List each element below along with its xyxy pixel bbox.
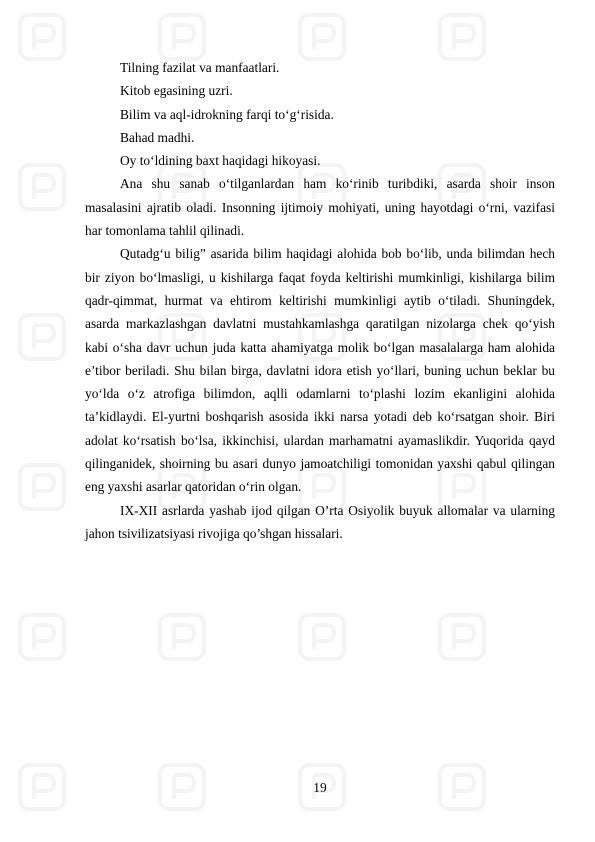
body-paragraph: Qutadg‘u bilig” asarida bilim haqidagi alohida bob bo‘lib, unda bilimdan hech bir ziyon bo‘lmasligi, u kishilarga faqat foyda keltirishi mumkinligi, kishilarga bilim qadr-qimmat, hurmat va ehtirom keltirishi mumkinligi aytib o‘tiladi. Shuningdek, asarda markazlashgan davlatni mustahkamlashga qaratilgan nizolarga chek qo‘yish kabi o‘sha davr uchun juda katta ahamiyatga molik bo‘lgan masalalarga ham alohida e’tibor beriladi. Shu bilan birga, davlatni idora etish yo‘llari, buning uchun beklar bu yo‘lda o‘z atrofiga bilimdon, aqlli odamlarni to‘plashi lozim ekanligini alohida ta’kidlaydi. El-yurtni boshqarish asosida ikki narsa yotadi deb ko‘rsatgan shoir. Biri adolat ko‘rsatish bo‘lsa, ikkinchisi, ulardan marhamatni ayamaslikdir. Yuqorida qayd qilinganidek, shoirning bu asari dunyo jamoatchiligi tomonidan yaxshi qabul qilingan eng yaxshi asarlar qatoridan o‘rin olgan.	[85, 246, 555, 495]
heading-line: Bilim va aql-idrokning farqi to‘g‘risida.	[120, 106, 334, 122]
body-paragraph: IX-XII asrlarda yashab ijod qilgan O’rta Osiyolik buyuk allomalar va ularning jahon tsivilizatsiyasi rivojiga qo’shgan hissalari.	[85, 502, 555, 541]
heading-line: Bahad madhi.	[120, 129, 195, 145]
document-body	[85, 56, 555, 545]
heading-line: Tilning fazilat va manfaatlari.	[120, 60, 280, 75]
heading-line: Kitob egasining uzri.	[120, 83, 233, 99]
page-number: 19	[313, 780, 327, 795]
heading-line: Oy to‘ldining baxt haqidagi hikoyasi.	[120, 153, 321, 169]
body-paragraph: Ana shu sanab o‘tilganlardan ham ko‘rinib turibdiki, asarda shoir inson masalasini ajratib oladi. Insonning ijtimoiy mohiyati, uning hayotdagi o‘rni, vazifasi har tomonlama tahlil qilinadi.	[85, 176, 555, 239]
